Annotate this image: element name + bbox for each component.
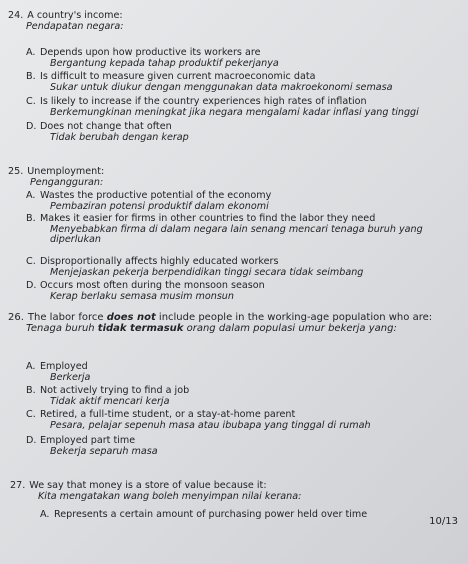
question-text-my [26, 323, 432, 334]
option-text-my: Sukar untuk diukur dengan menggunakan data makroekonomi semasa [50, 81, 393, 93]
option-text-my: Bergantung kepada tahap produktif pekerjanya [50, 57, 279, 69]
option-text-my: Berkerja [50, 371, 91, 383]
q24-option-a [26, 48, 279, 69]
q26-option-c [26, 410, 371, 431]
q24-option-c [26, 97, 419, 118]
option-text-en: Not actively trying to find a job [40, 385, 190, 396]
option-text-en: Makes it easier for firms in other countries to find the labor they need [40, 213, 376, 224]
q24-option-d [26, 122, 189, 143]
option-text-my: Pesara, pelajar sepenuh masa atau ibubapa yang tinggal di rumah [50, 419, 371, 431]
option-letter: A. [26, 47, 36, 58]
q26-option-b [26, 386, 189, 407]
option-text-my: Menjejaskan pekerja berpendidikan tinggi secara tidak seimbang [50, 266, 364, 278]
option-letter: B. [26, 213, 36, 224]
option-letter: B. [26, 385, 36, 396]
option-text-my: Menyebabkan firma di dalam negara lain senang mencari tenaga buruh yang diperlukan [50, 223, 423, 245]
option-text-my: Berkemungkinan meningkat jika negara mengalami kadar inflasi yang tinggi [50, 106, 419, 118]
q25-option-a [26, 191, 271, 212]
q24-option-b [26, 72, 393, 93]
question-text-my: Kita mengatakan wang boleh menyimpan nilai kerana: [38, 491, 302, 502]
question-26 [8, 312, 432, 334]
question-text-my-emphasis: tidak termasuk [97, 323, 184, 334]
option-text-my: Kerap berlaku semasa musim monsun [50, 290, 234, 302]
option-letter: A. [40, 509, 50, 520]
option-letter: A. [26, 361, 36, 372]
question-text-my: Pendapatan negara: [26, 21, 124, 32]
option-text-my: Pembaziran potensi produktif dalam ekonomi [50, 200, 269, 212]
option-letter: A. [26, 190, 36, 201]
option-letter: C. [26, 96, 36, 107]
question-number: 24. [8, 10, 24, 21]
option-text-en: Employed part time [40, 435, 136, 446]
option-text-en: Wastes the productive potential of the economy [40, 190, 272, 201]
question-text-en-post: include people in the working-age population who are: [155, 312, 433, 323]
question-number: 25. [8, 166, 24, 177]
option-text-en: Is likely to increase if the country experiences high rates of inflation [40, 96, 367, 107]
q25-option-d [26, 281, 265, 302]
question-24 [8, 10, 123, 32]
question-text-my-pre: Tenaga buruh [26, 323, 98, 334]
option-text-en: Represents a certain amount of purchasing power held over time [54, 509, 368, 520]
question-text-en-emphasis: does not [106, 312, 156, 323]
question-number: 27. [10, 480, 26, 491]
option-text-en: Employed [40, 361, 88, 372]
question-25 [8, 166, 104, 188]
option-text-en: Retired, a full-time student, or a stay-at-home parent [40, 409, 296, 420]
q26-option-a [26, 362, 90, 383]
option-letter: C. [26, 409, 36, 420]
question-text-en: Unemployment: [27, 166, 105, 177]
question-text-my: Pengangguran: [30, 177, 104, 188]
option-letter: D. [26, 121, 37, 132]
option-text-en: Is difficult to measure given current macroeconomic data [40, 71, 316, 82]
option-text-my: Tidak aktif mencari kerja [50, 395, 170, 407]
question-text-en: We say that money is a store of value because it: [29, 480, 267, 491]
option-text-en: Disproportionally affects highly educated workers [40, 256, 279, 267]
option-letter: B. [26, 71, 36, 82]
option-text-en: Occurs most often during the monsoon season [40, 280, 265, 291]
page-number: 10/13 [429, 516, 458, 527]
option-text-my: Tidak berubah dengan kerap [50, 131, 189, 143]
option-text-en: Does not change that often [40, 121, 172, 132]
q25-option-b [26, 214, 436, 246]
option-text-en: Depends upon how productive its workers are [40, 47, 261, 58]
option-letter: D. [26, 280, 37, 291]
option-letter: C. [26, 256, 36, 267]
question-27 [10, 480, 301, 502]
option-letter: D. [26, 435, 37, 446]
q27-option-a [40, 510, 367, 521]
q26-option-d [26, 436, 158, 457]
question-text-en-pre: The labor force [27, 312, 107, 323]
question-text-en: A country's income: [27, 10, 123, 21]
question-number: 26. [8, 312, 24, 323]
q25-option-c [26, 257, 363, 278]
option-text-my: Bekerja separuh masa [50, 445, 158, 457]
question-text-my-post: orang dalam populasi umur bekerja yang: [183, 323, 397, 334]
